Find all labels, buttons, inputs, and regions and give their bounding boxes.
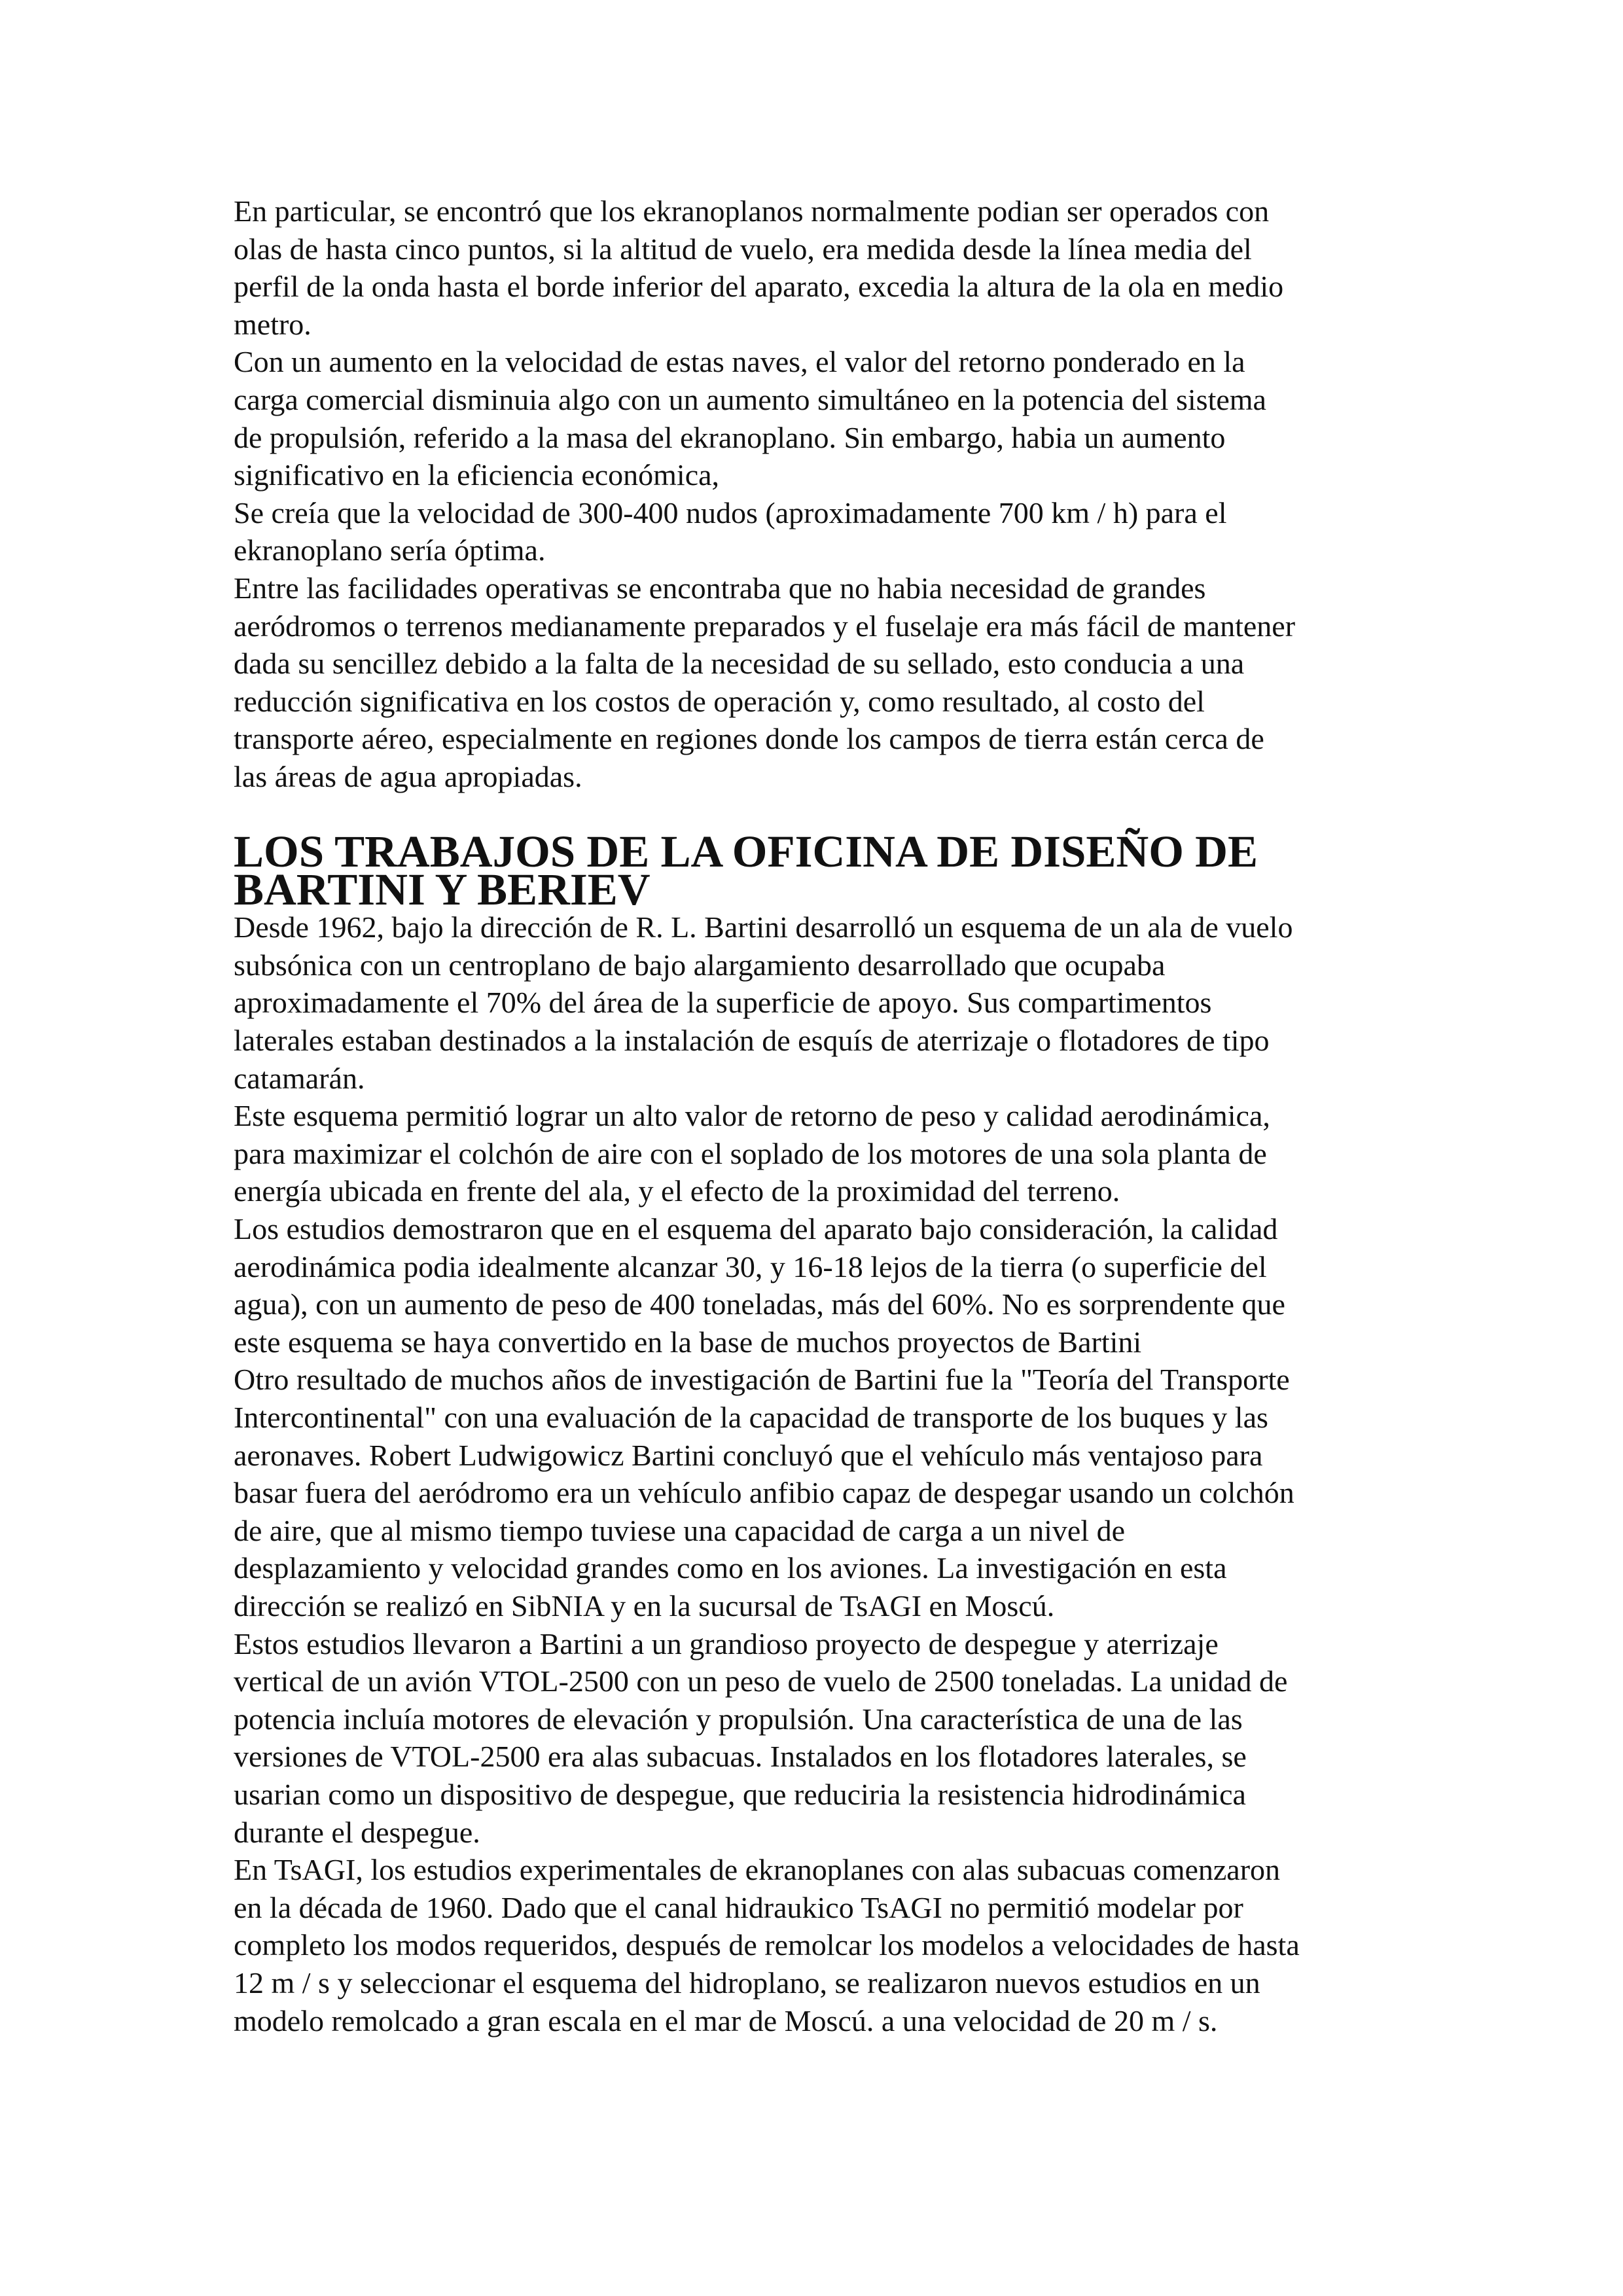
paragraph-bartini-scheme: Desde 1962, bajo la dirección de R. L. Bartini desarrolló un esquema de un ala de vuelo subsónica con un centroplano de bajo alargamiento desarrollado que ocupaba aproximadamente el 70% del área de la superficie de apoyo. Sus compartimentos laterales estaban destinados a la instalación de esquís de aterrizaje o flotadores de tipo catamarán. bbox=[234, 910, 1293, 1095]
paragraph-intercontinental-theory: Otro resultado de muchos años de investigación de Bartini fue la "Teoría del Transporte Intercontinental" con una evaluación de la capacidad de transporte de los buques y las aeronaves. Robert Ludwigowicz Bartini concluyó que el vehículo más ventajoso para basar fuera del aeródromo era un vehículo anfibio capaz de despegar usando un colchón de aire, que al mismo tiempo tuviese una capacidad de carga a un nivel de desplazamiento y velocidad grandes como en los aviones. La investigación en esta dirección se realizó en SibNIA y en la sucursal de TsAGI en Moscú. bbox=[234, 1363, 1294, 1623]
paragraph-aerodynamic-studies: Los estudios demostraron que en el esquema del aparato bajo consideración, la calidad aerodinámica podia idealmente alcanzar 30, y 16-18 lejos de la tierra (o superficie del agua), con un aumento de peso de 400 toneladas, más del 60%. No es sorprendente que este esquema se haya convertido en la base de muchos proyectos de Bartini bbox=[234, 1212, 1285, 1359]
section-heading: LOS TRABAJOS DE LA OFICINA DE DISEÑO DE BARTINI Y BERIEV bbox=[234, 827, 1258, 914]
document-body bbox=[234, 192, 1412, 2039]
paragraph-tsagi-experiments: En TsAGI, los estudios experimentales de ekranoplanes con alas subacuas comenzaron en la década de 1960. Dado que el canal hidraukico TsAGI no permitió modelar por completo los modos requeridos, después de remolcar los modelos a velocidades de hasta 12 m / s y seleccionar el esquema del hidroplano, se realizaron nuevos estudios en un modelo remolcado a gran escala en el mar de Moscú. a una velocidad de 20 m / s. bbox=[234, 1853, 1300, 2037]
paragraph-ekranoplano-waves: En particular, se encontró que los ekranoplanos normalmente podian ser operados con olas de hasta cinco puntos, si la altitud de vuelo, era medida desde la línea media del perfil de la onda hasta el borde inferior del aparato, excedia la altura de la ola en medio metro. bbox=[234, 194, 1284, 341]
paragraph-optimal-speed: Se creía que la velocidad de 300-400 nudos (aproximadamente 700 km / h) para el ekranoplano sería óptima. bbox=[234, 495, 1227, 567]
paragraph-velocity-payload: Con un aumento en la velocidad de estas naves, el valor del retorno ponderado en la carga comercial disminuia algo con un aumento simultáneo en la potencia del sistema de propulsión, referido a la masa del ekranoplano. Sin embargo, habia un aumento significativo en la eficiencia económica, bbox=[234, 345, 1266, 492]
paragraph-vtol-2500: Estos estudios llevaron a Bartini a un grandioso proyecto de despegue y aterrizaje vertical de un avión VTOL-2500 con un peso de vuelo de 2500 toneladas. La unidad de potencia incluía motores de elevación y propulsión. Una característica de una de las versiones de VTOL-2500 era alas subacuas. Instalados en los flotadores laterales, se usarian como un dispositivo de despegue, que reduciria la resistencia hidrodinámica durante el despegue. bbox=[234, 1626, 1288, 1849]
paragraph-operational-facilities: Entre las facilidades operativas se encontraba que no habia necesidad de grandes aeródromos o terrenos medianamente preparados y el fuselaje era más fácil de mantener dada su sencillez debido a la falta de la necesidad de su sellado, esto conducia a una reducción significativa en los costos de operación y, como resultado, al costo del transporte aéreo, especialmente en regiones donde los campos de tierra están cerca de las áreas de agua apropiadas. bbox=[234, 571, 1296, 793]
paragraph-weight-return: Este esquema permitió lograr un alto valor de retorno de peso y calidad aerodinámica, para maximizar el colchón de aire con el soplado de los motores de una sola planta de energía ubicada en frente del ala, y el efecto de la proximidad del terreno. bbox=[234, 1099, 1270, 1208]
